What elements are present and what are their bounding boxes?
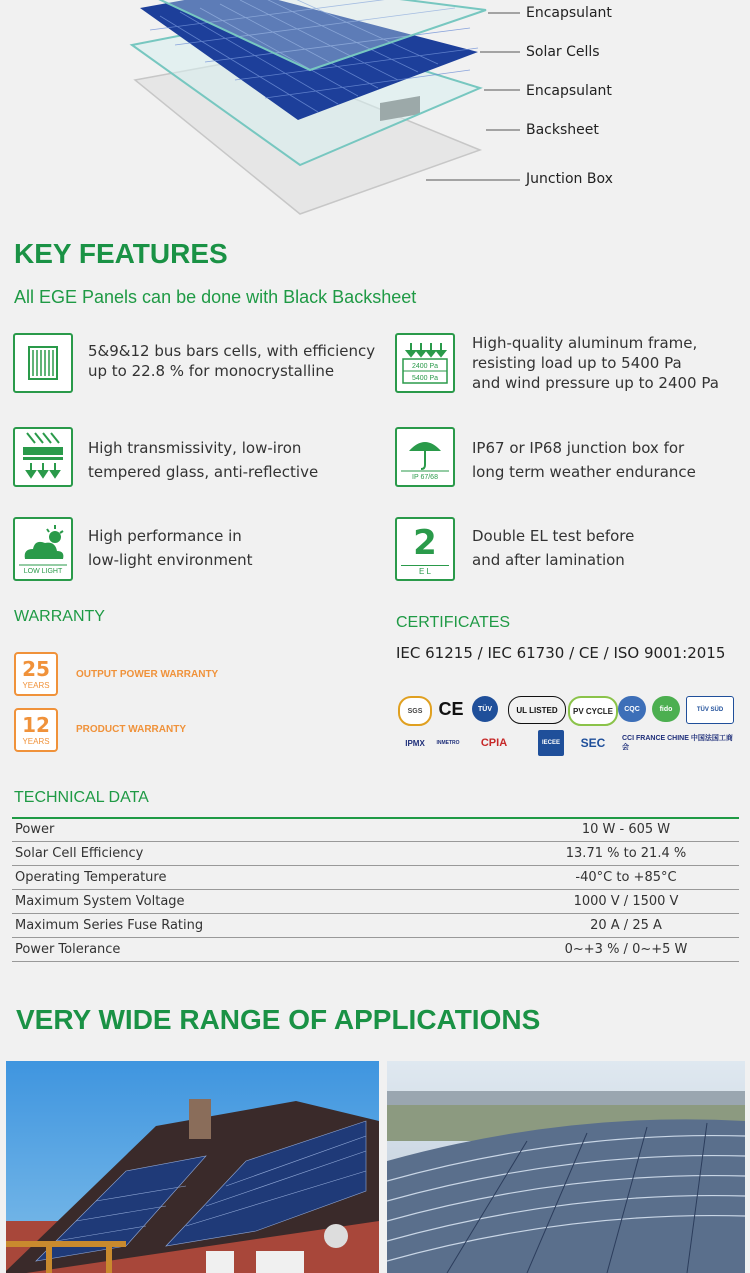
warranty-25-unit: YEARS [22, 681, 50, 690]
product-warranty-label: PRODUCT WARRANTY [76, 724, 186, 735]
feature-ip-line2: long term weather endurance [472, 463, 696, 481]
layer-label-solar-cells: Solar Cells [526, 44, 600, 60]
ce-logo: CE [438, 698, 464, 719]
spec-value-power: 10 W - 605 W [513, 818, 739, 842]
fido-logo: fido [652, 696, 680, 722]
feature-el-line1: Double EL test before [472, 527, 635, 545]
spec-value-fuse-rating: 20 A / 25 A [513, 914, 739, 938]
spec-value-power-tolerance: 0~+3 % / 0~+5 W [513, 938, 739, 962]
double-el-test-icon [395, 517, 455, 581]
tempered-glass-icon [13, 427, 73, 487]
feature-lowlight-line1: High performance in [88, 527, 242, 545]
table-row [12, 842, 739, 866]
frame-badge-5400: 5400 Pa [411, 375, 439, 382]
layer-label-encapsulant-bottom: Encapsulant [526, 83, 612, 99]
ipmx-logo: IPMX [405, 738, 425, 748]
low-light-cloud-icon [13, 517, 73, 581]
technical-data-table [12, 818, 739, 962]
table-row [12, 866, 739, 890]
key-features-title: KEY FEATURES [14, 238, 228, 269]
cpia-logo: CPIA [480, 737, 508, 749]
spec-label-system-voltage: Maximum System Voltage [12, 890, 513, 914]
spec-label-power: Power [12, 818, 513, 842]
feature-busbar-text [88, 340, 375, 383]
pv-cycle-logo: PV CYCLE [568, 696, 618, 726]
busbar-cells-icon [13, 333, 73, 393]
table-row [12, 914, 739, 938]
spec-value-efficiency: 13.71 % to 21.4 % [513, 842, 739, 866]
house-roof-solar-photo [6, 1061, 379, 1273]
el-test-badge: E L [418, 567, 431, 576]
certificates-standards: IEC 61215 / IEC 61730 / CE / ISO 9001:2015 [396, 644, 726, 662]
feature-ip-line1: IP67 or IP68 junction box for [472, 439, 685, 457]
table-row [12, 890, 739, 914]
layer-label-encapsulant-top: Encapsulant [526, 5, 612, 21]
feature-el-line2: and after lamination [472, 551, 625, 569]
feature-busbar-line1: 5&9&12 bus bars cells, with efficiency [88, 342, 376, 360]
panel-layers-diagram [0, 0, 750, 225]
spec-label-operating-temperature: Operating Temperature [12, 866, 513, 890]
certificate-logos [396, 696, 741, 758]
spec-value-system-voltage: 1000 V / 1500 V [513, 890, 739, 914]
warranty-12-badge [14, 708, 58, 752]
spec-value-operating-temperature: -40°C to +85°C [513, 866, 739, 890]
spec-label-efficiency: Solar Cell Efficiency [12, 842, 513, 866]
feature-lowlight-line2: low-light environment [88, 551, 253, 569]
tuv-sud-logo: TÜV SÜD [686, 696, 734, 724]
feature-glass-text [88, 436, 318, 484]
ul-listed-logo: UL LISTED [508, 696, 566, 724]
applications-title: VERY WIDE RANGE OF APPLICATIONS [16, 1004, 541, 1035]
feature-frame-line1: High-quality aluminum frame, [472, 334, 698, 352]
feature-frame-text [472, 333, 719, 393]
layer-label-backsheet: Backsheet [526, 122, 599, 138]
spec-label-power-tolerance: Power Tolerance [12, 938, 513, 962]
sgs-logo: SGS [398, 696, 432, 726]
feature-frame-line3: and wind pressure up to 2400 Pa [472, 374, 719, 392]
tuv-logo: TÜV [472, 696, 498, 722]
umbrella-junction-box-icon [395, 427, 455, 487]
warranty-12-number: 12 [22, 713, 50, 737]
cqc-logo: CQC [618, 696, 646, 722]
layer-label-junction-box: Junction Box [526, 171, 613, 187]
feature-lowlight-text [88, 524, 253, 572]
commercial-roof-solar-photo [387, 1061, 745, 1273]
ip-badge: IP 67/68 [412, 474, 438, 481]
low-light-badge: LOW LIGHT [23, 568, 63, 575]
feature-ip-text [472, 436, 696, 484]
key-features-subtitle: All EGE Panels can be done with Black Backsheet [14, 287, 417, 307]
warranty-25-badge [14, 652, 58, 696]
frame-badge-2400: 2400 Pa [411, 363, 439, 370]
spec-label-fuse-rating: Maximum Series Fuse Rating [12, 914, 513, 938]
feature-busbar-line2: up to 22.8 % for monocrystalline [88, 362, 335, 380]
feature-glass-line2: tempered glass, anti-reflective [88, 463, 319, 481]
panel-diagram-drawing [0, 0, 750, 225]
warranty-12-unit: YEARS [22, 737, 50, 746]
warranty-title: WARRANTY [14, 608, 105, 625]
feature-el-text [472, 524, 634, 572]
warranty-25-number: 25 [22, 657, 50, 681]
inmetro-logo: INMETRO [436, 740, 460, 746]
table-row [12, 938, 739, 962]
table-row [12, 818, 739, 842]
feature-glass-line1: High transmissivity, low-iron [88, 439, 302, 457]
aluminum-frame-load-icon [395, 333, 455, 393]
feature-frame-line2: resisting load up to 5400 Pa [472, 354, 682, 372]
cci-france-chine-logo: CCI FRANCE CHINE 中国法国工商会 [622, 735, 733, 751]
technical-data-title: TECHNICAL DATA [14, 789, 149, 806]
output-power-warranty-label: OUTPUT POWER WARRANTY [76, 669, 219, 680]
sec-logo: SEC [580, 736, 606, 750]
el-test-number: 2 [413, 523, 437, 563]
iecee-logo: IECEE [538, 730, 564, 756]
certificates-title: CERTIFICATES [396, 614, 511, 631]
